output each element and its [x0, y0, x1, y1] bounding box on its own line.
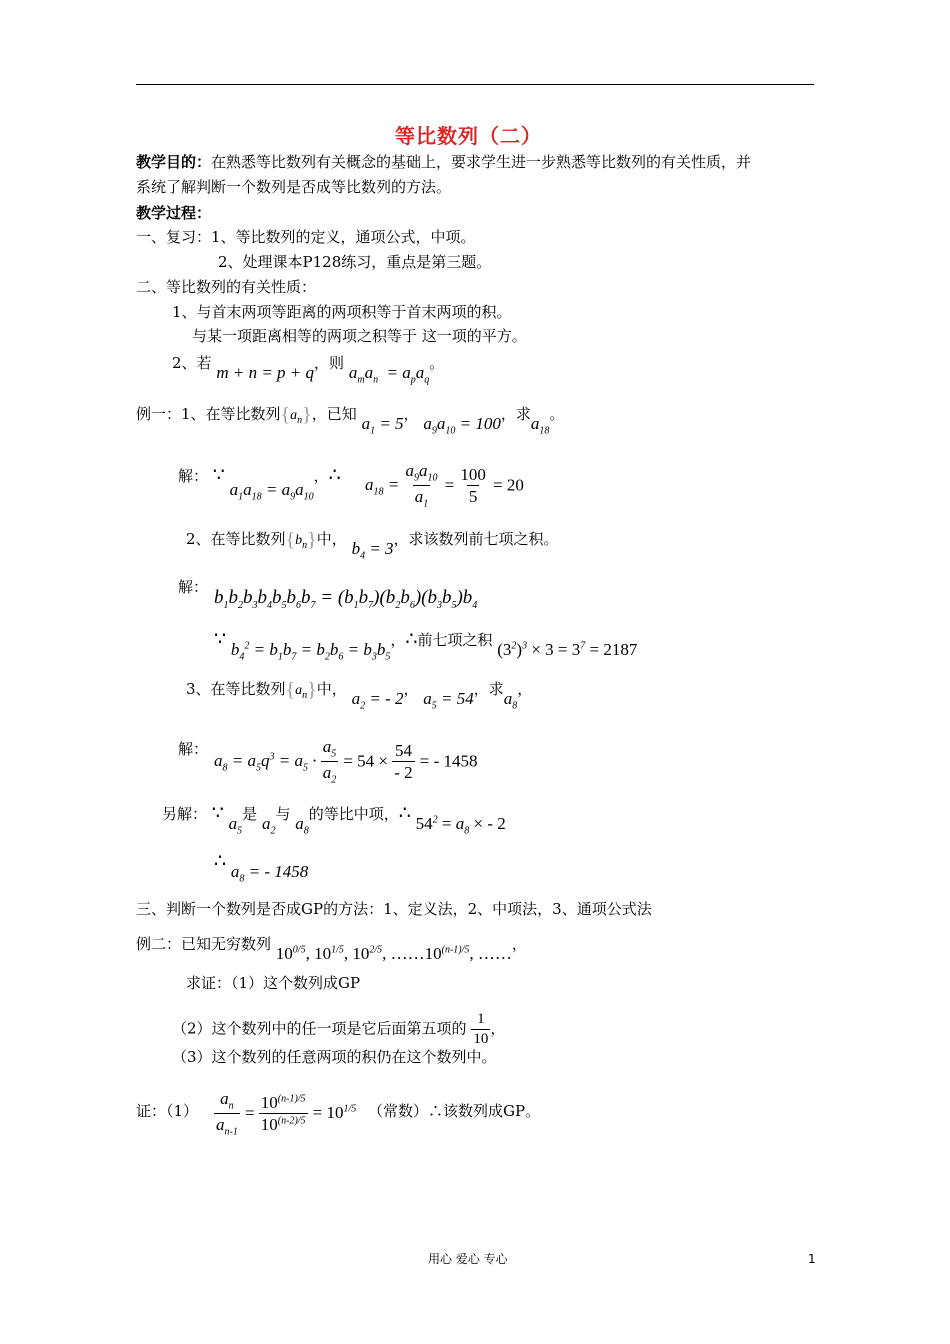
formula-a18-fraction: $a_{18}$ = $\frac{a_9a_{10}}{a_1}$ = $\frac{100}{5}$ = 20	[365, 461, 524, 510]
formula-b4-eq-3: $b_4 = 3$	[351, 539, 394, 562]
proof-constant: （常数）	[368, 1102, 429, 1120]
formula-a9a10-eq-100: $a_9a_{10} = 100$	[423, 414, 501, 437]
proof-conclusion	[368, 1104, 540, 1119]
solution-1-2-line-2: ∵ $b_4^2 = b_1b_7 = b_2b_6 = b_3b_5$，∴前七项之积 $(3^2)^3 \times 3 = 3^7 = 2187$	[214, 628, 638, 663]
therefore-symbol: ∴	[398, 802, 411, 824]
goal-label: 教学目的：	[136, 153, 212, 171]
formula-a2-eq-neg2: $a_2$ = - 2	[351, 689, 404, 712]
formula-a8-solution: $a_8 = a_5q^3 = a_5$ · $\frac{a_5}{a_2}$ = 54 × $\frac{54}{- 2}$ = - 1458	[214, 737, 478, 786]
property-1: 1、与首末两项等距离的两项积等于首末两项的积。	[172, 303, 512, 321]
fraction-100-over-5: $\frac{100}{5}$	[460, 465, 486, 507]
review-line-2: 2、处理课本P128练习，重点是第三题。	[218, 253, 492, 271]
example-2-label: 例二：已知无穷数列	[136, 935, 272, 953]
formula-b-product: $b_1b_2b_3b_4b_5b_6b_7 = (b_1b_7)(b_2b_6)(b_3b_5)b_4$	[214, 587, 478, 611]
page-footer: 用心 爱心 专心	[428, 1252, 508, 1266]
formula-a5-eq-54: $a_5 = 54$	[423, 689, 474, 712]
formula-a5: $a_5$	[228, 814, 243, 837]
therefore-symbol: ∴	[328, 464, 341, 486]
prove-3: （3）这个数列的任意两项的积仍在这个数列中。	[172, 1048, 497, 1066]
property-2	[172, 354, 445, 386]
properties-heading: 二、等比数列的有关性质：	[136, 278, 317, 296]
example-1-1-ask: ，求	[500, 405, 531, 423]
example-1-1-known: ，已知	[311, 405, 357, 423]
header-rule	[136, 84, 814, 85]
alt-solution-result	[214, 850, 309, 885]
formula-a8: $a_8$	[503, 689, 518, 712]
because-symbol: ∵	[211, 802, 224, 824]
because-symbol: ∵	[212, 464, 225, 486]
process-label: 教学过程：	[136, 204, 212, 222]
solution-1-2-label: 解：	[178, 578, 209, 596]
prove-2-text: （2）这个数列中的任一项是它后面第五项的	[172, 1019, 467, 1038]
formula-sequence-10-powers: $10^{0/5}$, $10^{1/5}$, $10^{2/5}$, $\dots\dots 10^{(n-1)/5}$, ……	[275, 944, 512, 963]
goal-line-1	[136, 155, 751, 170]
fraction-54-over-neg2: $\frac{54}{- 2}$	[394, 741, 413, 783]
fraction-a5-over-a2: $\frac{a_5}{a_2}$	[322, 737, 337, 786]
formula-a2: $a_2$	[261, 814, 276, 837]
product-text: 前七项之积	[417, 631, 493, 649]
therefore-symbol: ∴	[214, 850, 227, 872]
formula-a1a18-eq-a9a10: $a_1a_{18} = a_9a_{10}$	[229, 480, 314, 503]
alt-is: 是	[242, 805, 258, 823]
property-2-end: 。	[429, 354, 445, 372]
example-1-2	[186, 530, 559, 562]
fraction-an-over-an-1: $\frac{a_n}{a_{n-1}}$	[216, 1089, 238, 1138]
fraction-powers-of-10: $\frac{10^{(n-1)/5}}{10^{(n-2)/5}}$	[260, 1093, 306, 1135]
example-1-1-label: 例一：1、在等比数列	[136, 405, 281, 423]
goal-line-2: 系统了解判断一个数列是否成等比数列的方法。	[136, 178, 452, 196]
alt-solution	[162, 802, 506, 837]
prove-1: 求证：（1）这个数列成GP	[186, 974, 361, 992]
proof-label: 证：（1）	[136, 1102, 199, 1120]
example-1-1-end: 。	[549, 405, 565, 423]
sequence-b-set: { $b_n$ }	[286, 530, 317, 551]
example-1-2-label: 2、在等比数列	[186, 530, 286, 548]
example-1-3-label: 3、在等比数列	[186, 680, 286, 698]
proof-end: ∴该数列成GP。	[428, 1102, 541, 1120]
alt-and: 与	[275, 805, 291, 823]
goal-text-1: 在熟悉等比数列有关概念的基础上，要求学生进一步熟悉等比数列的有关性质，并	[211, 153, 752, 171]
solve-label: 解：	[178, 467, 209, 485]
example-1-2-mid: 中，	[316, 530, 347, 548]
example-1-3: 3、在等比数列{ $a_n$ } 中， $a_2$ = - 2， $a_5 = 54$，求$a_8$，	[186, 680, 532, 701]
fraction-1-over-10: $\frac{1}{10}$	[473, 1011, 489, 1047]
alt-mid: 的等比中项，	[308, 805, 399, 823]
formula-product-equal: $a_ma_n = a_pa_q$	[348, 363, 430, 386]
sequence-a-set: { $a_n$ }	[286, 680, 317, 701]
page-number: 1	[808, 1252, 816, 1266]
because-symbol: ∵	[214, 628, 227, 650]
property-1b: 与某一项距离相等的两项之积等于 这一项的平方。	[192, 327, 527, 345]
example-1-3-mid: 中，	[316, 680, 347, 698]
prove-2-end: ，	[490, 1019, 506, 1038]
fraction-a9a10-over-a1: $\frac{a_9a_{10}}{a_1}$	[405, 461, 438, 510]
formula-a18: $a_{18}$	[530, 414, 550, 437]
formula-a1-eq-5: $a_1 = 5$	[361, 414, 404, 437]
review-line-1: 一、复习：1、等比数列的定义，通项公式，中项。	[136, 228, 476, 246]
alt-solve-label: 另解：	[162, 805, 208, 823]
formula-b4-squared: $b_4^2 = b_1b_7 = b_2b_6 = b_3b_5$	[230, 640, 391, 663]
formula-54-squared: $54^2 = a_8$ × - 2	[415, 814, 506, 837]
example-1-2-ask: ，求该数列前七项之积。	[393, 530, 559, 548]
formula-mn-pq: m + n = p + q	[216, 363, 315, 382]
example-2: 例二：已知无穷数列 $10^{0/5}$, $10^{1/5}$, $10^{2/5}$, $\dots\dots 10^{(n-1)/5}$, ……，	[136, 935, 527, 963]
formula-proof-ratio: $\frac{a_n}{a_{n-1}}$ = $\frac{10^{(n-1)/5}}{10^{(n-2)/5}}$ = $10^{1/5}$	[216, 1089, 357, 1138]
prove-2	[172, 1012, 505, 1047]
formula-a8: $a_8$	[295, 814, 309, 837]
method-heading: 三、判断一个数列是否成GP的方法：1、定义法，2、中项法，3、通项公式法	[136, 900, 652, 918]
property-2-then: ，则	[314, 354, 345, 372]
formula-a8-eq-neg1458: $a_8$ = - 1458	[230, 862, 309, 885]
solution-1-3-label: 解：	[178, 740, 209, 758]
therefore-symbol: ∴	[405, 628, 418, 650]
example-1-3-end: ，求	[473, 680, 504, 698]
page-title: 等比数列（二）	[395, 124, 542, 148]
solution-1-1: 解： ∵ $a_1a_{18} = a_9a_{10}$，∴	[178, 464, 341, 503]
sequence-a-set: { $a_n$ }	[281, 405, 312, 426]
formula-result-2187: $(3^2)^3 \times 3 = 3^7 = 2187$	[497, 640, 638, 659]
example-1-1: 例一：1、在等比数列{ $a_n$ } ，已知 $a_1 = 5$， $a_9a_{10} = 100$，求$a_{18}$。	[136, 405, 564, 426]
property-2-if: 2、若	[172, 354, 212, 372]
